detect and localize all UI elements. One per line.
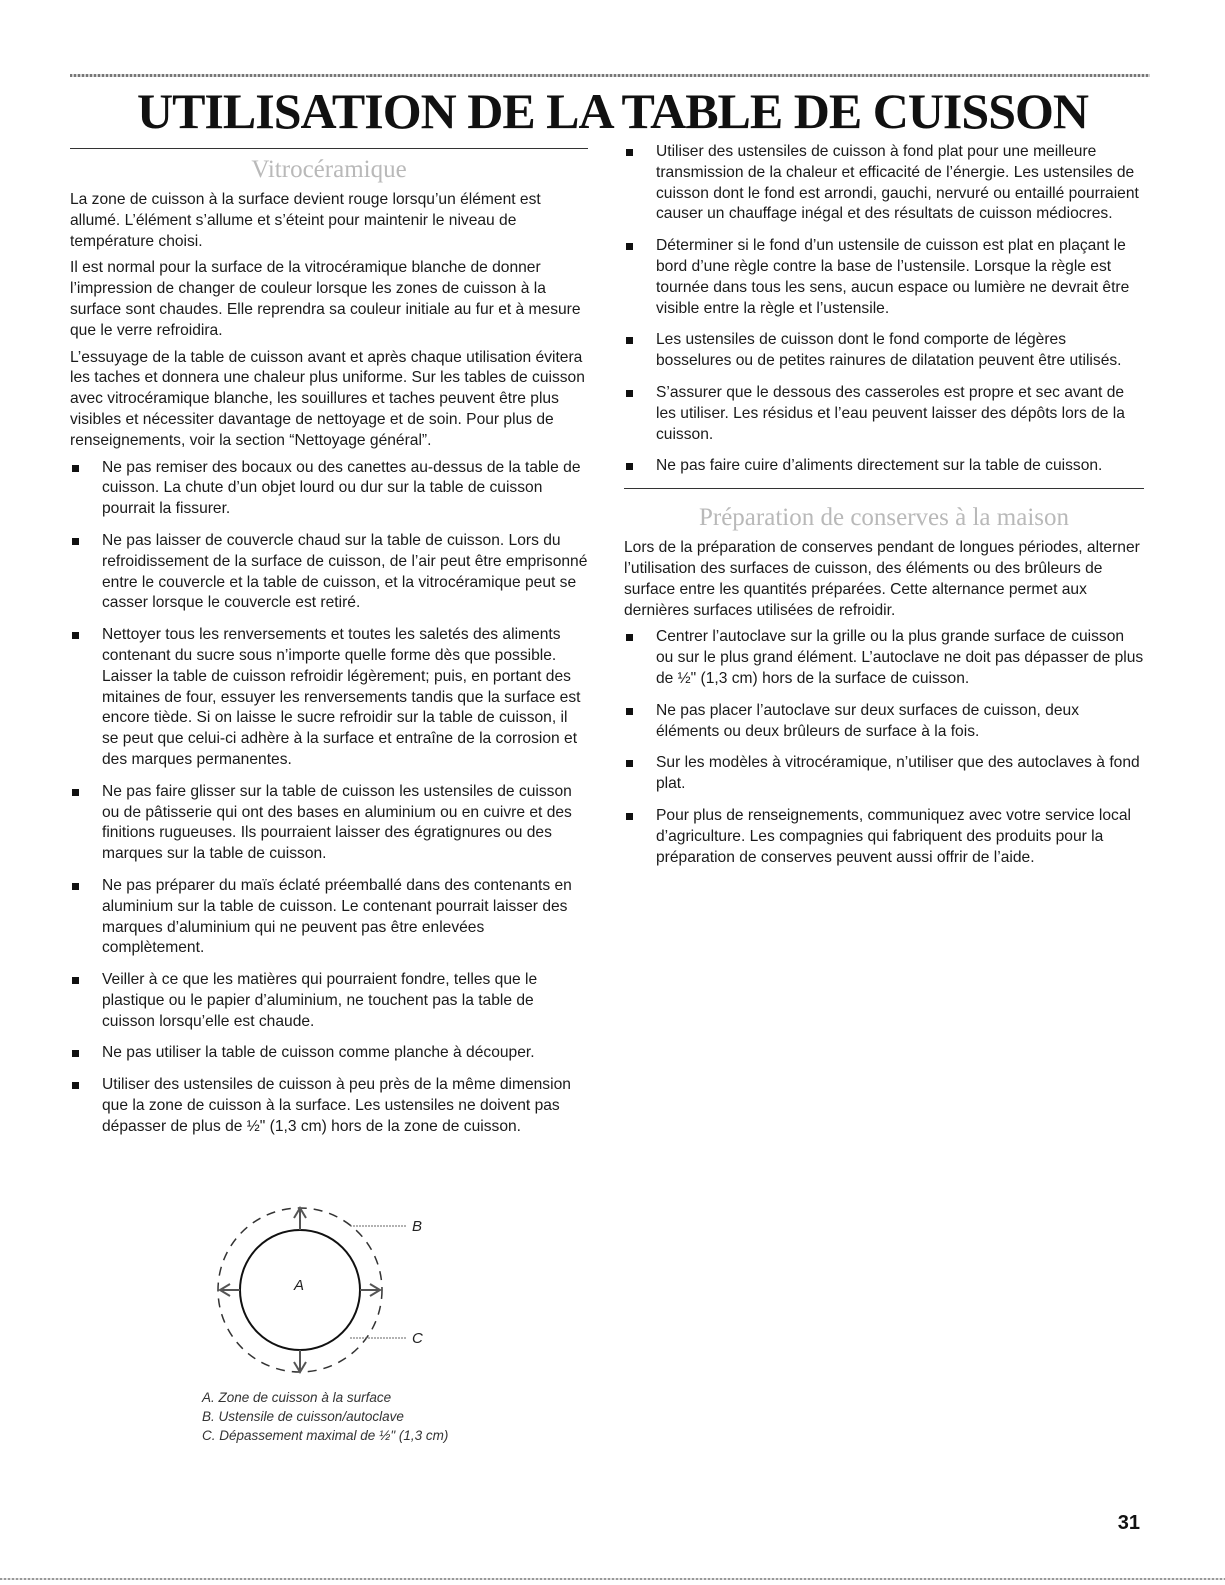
list-item: [70, 876, 588, 959]
right-column: [624, 142, 1144, 879]
bullet-icon: [626, 760, 633, 767]
list-item: [624, 383, 1144, 445]
list-item-text: Les ustensiles de cuisson dont le fond comporte de légères bosselures ou de petites rainures de dilatation peuvent être utilisés.: [656, 331, 1122, 370]
list-item: [624, 142, 1144, 225]
bottom-decorative-rule: [0, 1578, 1225, 1580]
list-item-text: Ne pas faire glisser sur la table de cuisson les ustensiles de cuisson ou de pâtisserie qui ont des bases en aluminium ou en cuivre et des finitions rugueuses. Ils pourraient laisser des égratignures ou des marques sur la table de cuisson.: [102, 782, 572, 863]
arrow-down-icon: [294, 1350, 306, 1372]
list-item: [624, 753, 1144, 795]
bullet-icon: [72, 789, 79, 796]
page-number: 31: [1117, 1512, 1140, 1534]
list-item: [624, 236, 1144, 319]
diagram-captions: [202, 1388, 448, 1445]
bullet-icon: [72, 632, 79, 639]
label-c: C: [412, 1330, 423, 1347]
list-item-text: Ne pas laisser de couvercle chaud sur la table de cuisson. Lors du refroidissement de la surface de cuisson, de l’air peut être emprisonné entre le couvercle et la table de cuisson, et la vitrocéramique peut se casser lorsque le couvercle est retiré.: [102, 531, 588, 612]
section-heading-conserves: Préparation de conserves à la maison: [698, 504, 1069, 532]
left-column: [70, 148, 588, 1149]
list-item-text: Ne pas faire cuire d’aliments directement sur la table de cuisson.: [656, 457, 1103, 475]
list-item-text: Centrer l’autoclave sur la grille ou la plus grande surface de cuisson ou sur le plus grand élément. L’autoclave ne doit pas dépasser de plus de ½" (1,3 cm) hors de la surface de cuisson.: [656, 628, 1144, 687]
caption-b: B. Ustensile de cuisson/autoclave: [202, 1409, 404, 1424]
list-item-text: Ne pas préparer du maïs éclaté préemballé dans des contenants en aluminium sur la table de cuisson. Le contenant pourrait laisser des marques d’aluminium qui ne peuvent pas être enlevées complètement.: [102, 876, 572, 957]
bullet-list: [624, 627, 1144, 868]
bullet-icon: [72, 883, 79, 890]
list-item: [624, 330, 1144, 372]
bullet-icon: [626, 634, 633, 641]
list-item: [70, 458, 588, 520]
arrow-up-icon: [294, 1208, 306, 1230]
bullet-icon: [72, 1082, 79, 1089]
list-item-text: Ne pas utiliser la table de cuisson comme planche à découper.: [102, 1044, 535, 1062]
list-item-text: Sur les modèles à vitrocéramique, n’utiliser que des autoclaves à fond plat.: [656, 754, 1140, 793]
bullet-icon: [72, 1050, 79, 1057]
section-heading-vitroceramique: Vitrocéramique: [251, 156, 407, 183]
list-item-text: Ne pas remiser des bocaux ou des canettes au-dessus de la table de cuisson. La chute d’un objet lourd ou dur sur la table de cuisson pourrait la fissurer.: [102, 458, 581, 518]
list-item-text: Ne pas placer l’autoclave sur deux surfaces de cuisson, deux éléments ou deux brûleurs de surface à la fois.: [656, 701, 1079, 740]
list-item-text: Pour plus de renseignements, communiquez avec votre service local d’agriculture. Les compagnies qui fabriquent des produits pour la préparation de conserves peuvent aussi offrir de l’aide.: [656, 806, 1131, 866]
list-item-text: Déterminer si le fond d’un ustensile de cuisson est plat en plaçant le bord d’une règle contre la base de l’ustensile. Lorsque la règle est tournée dans tous les sens, aucun espace ou lumière ne devrait être visible entre la règle et l’ustensile.: [656, 237, 1130, 317]
label-a: A: [294, 1277, 305, 1294]
bullet-icon: [72, 977, 79, 984]
section-divider: [70, 148, 588, 149]
bullet-icon: [626, 337, 633, 344]
list-item: [70, 970, 588, 1032]
list-item-text: Nettoyer tous les renversements et toutes les saletés des aliments contenant du sucre sous n’importe quelle forme dès que possible. Laisser la table de cuisson refroidir légèrement; puis, en portant des mitaines de four, essuyer les renversements tandis que la surface est encore tiède. Si on laisse le sucre refroidir sur la table de cuisson, il se peut que celui-ci adhère à la surface et entraîne de la corrosion et des marques permanentes.: [102, 626, 581, 768]
bullet-icon: [626, 813, 633, 820]
bullet-icon: [626, 463, 633, 470]
bullet-icon: [72, 538, 79, 545]
bullet-icon: [626, 390, 633, 397]
list-item: [70, 531, 588, 614]
list-item-text: S’assurer que le dessous des casseroles est propre et sec avant de les utiliser. Les résidus et l’eau peuvent laisser des dépôts lors de la cuisson.: [656, 383, 1125, 443]
list-item: [624, 701, 1144, 743]
list-item-text: Utiliser des ustensiles de cuisson à fond plat pour une meilleure transmission de la chaleur et efficacité de l’énergie. Les ustensiles de cuisson dont le fond est arrondi, gauchi, nervuré ou entaillé pourraient causer un chauffage inégal et des résultats de cuisson médiocres.: [656, 143, 1139, 223]
cookware-overhang-diagram: [200, 1190, 460, 1375]
bullet-list: [70, 458, 588, 1138]
bullet-list: [624, 142, 1144, 477]
list-item-text: Veiller à ce que les matières qui pourraient fondre, telles que le plastique ou le papier d’aluminium, ne touchent pas la table de cuisson lorsqu’elle est chaude.: [102, 971, 538, 1030]
paragraph: Il est normal pour la surface de la vitrocéramique blanche de donner l’impression de changer de couleur lorsque les zones de cuisson à la surface sont chaudes. Elle reprendra sa couleur initiale au fur et à mesure que le verre refroidira.: [70, 259, 581, 339]
list-item: [70, 625, 588, 771]
bullet-icon: [626, 708, 633, 715]
section-divider: [624, 488, 1144, 489]
paragraph: L’essuyage de la table de cuisson avant et après chaque utilisation évitera les taches et donnera une chaleur plus uniforme. Sur les tables de cuisson avec vitrocéramique blanche, les souillures et taches peuvent être plus visibles et nécessiter davantage de nettoyage et de soin. Pour plus de renseignements, voir la section “Nettoyage général”.: [70, 348, 585, 449]
top-decorative-rule: [70, 74, 1150, 77]
paragraph: Lors de la préparation de conserves pendant de longues périodes, alterner l’utilisation des surfaces de cuisson, des éléments ou des brûleurs de surface entre les quantités préparées. Cette alternance permet aux dernières surfaces utilisées de refroidir.: [624, 539, 1140, 619]
list-item: [624, 627, 1144, 689]
arrow-right-icon: [360, 1284, 380, 1296]
arrow-left-icon: [220, 1284, 240, 1296]
list-item: [624, 456, 1144, 477]
page-title: UTILISATION DE LA TABLE DE CUISSON: [136, 83, 1089, 139]
list-item: [70, 1075, 588, 1137]
label-b: B: [412, 1218, 423, 1235]
list-item: [70, 782, 588, 865]
bullet-icon: [72, 465, 79, 472]
caption-c: C. Dépassement maximal de ½" (1,3 cm): [202, 1428, 449, 1443]
list-item-text: Utiliser des ustensiles de cuisson à peu près de la même dimension que la zone de cuisson à la surface. Les ustensiles ne doivent pas dépasser de plus de ½" (1,3 cm) hors de la zone de cuisson.: [102, 1076, 571, 1135]
bullet-icon: [626, 149, 633, 156]
caption-a: A. Zone de cuisson à la surface: [202, 1390, 392, 1405]
bullet-icon: [626, 243, 633, 250]
list-item: [70, 1043, 588, 1064]
list-item: [624, 806, 1144, 868]
paragraph: La zone de cuisson à la surface devient rouge lorsqu’un élément est allumé. L’élément s’allume et s’éteint pour maintenir le niveau de température choisi.: [70, 191, 541, 250]
